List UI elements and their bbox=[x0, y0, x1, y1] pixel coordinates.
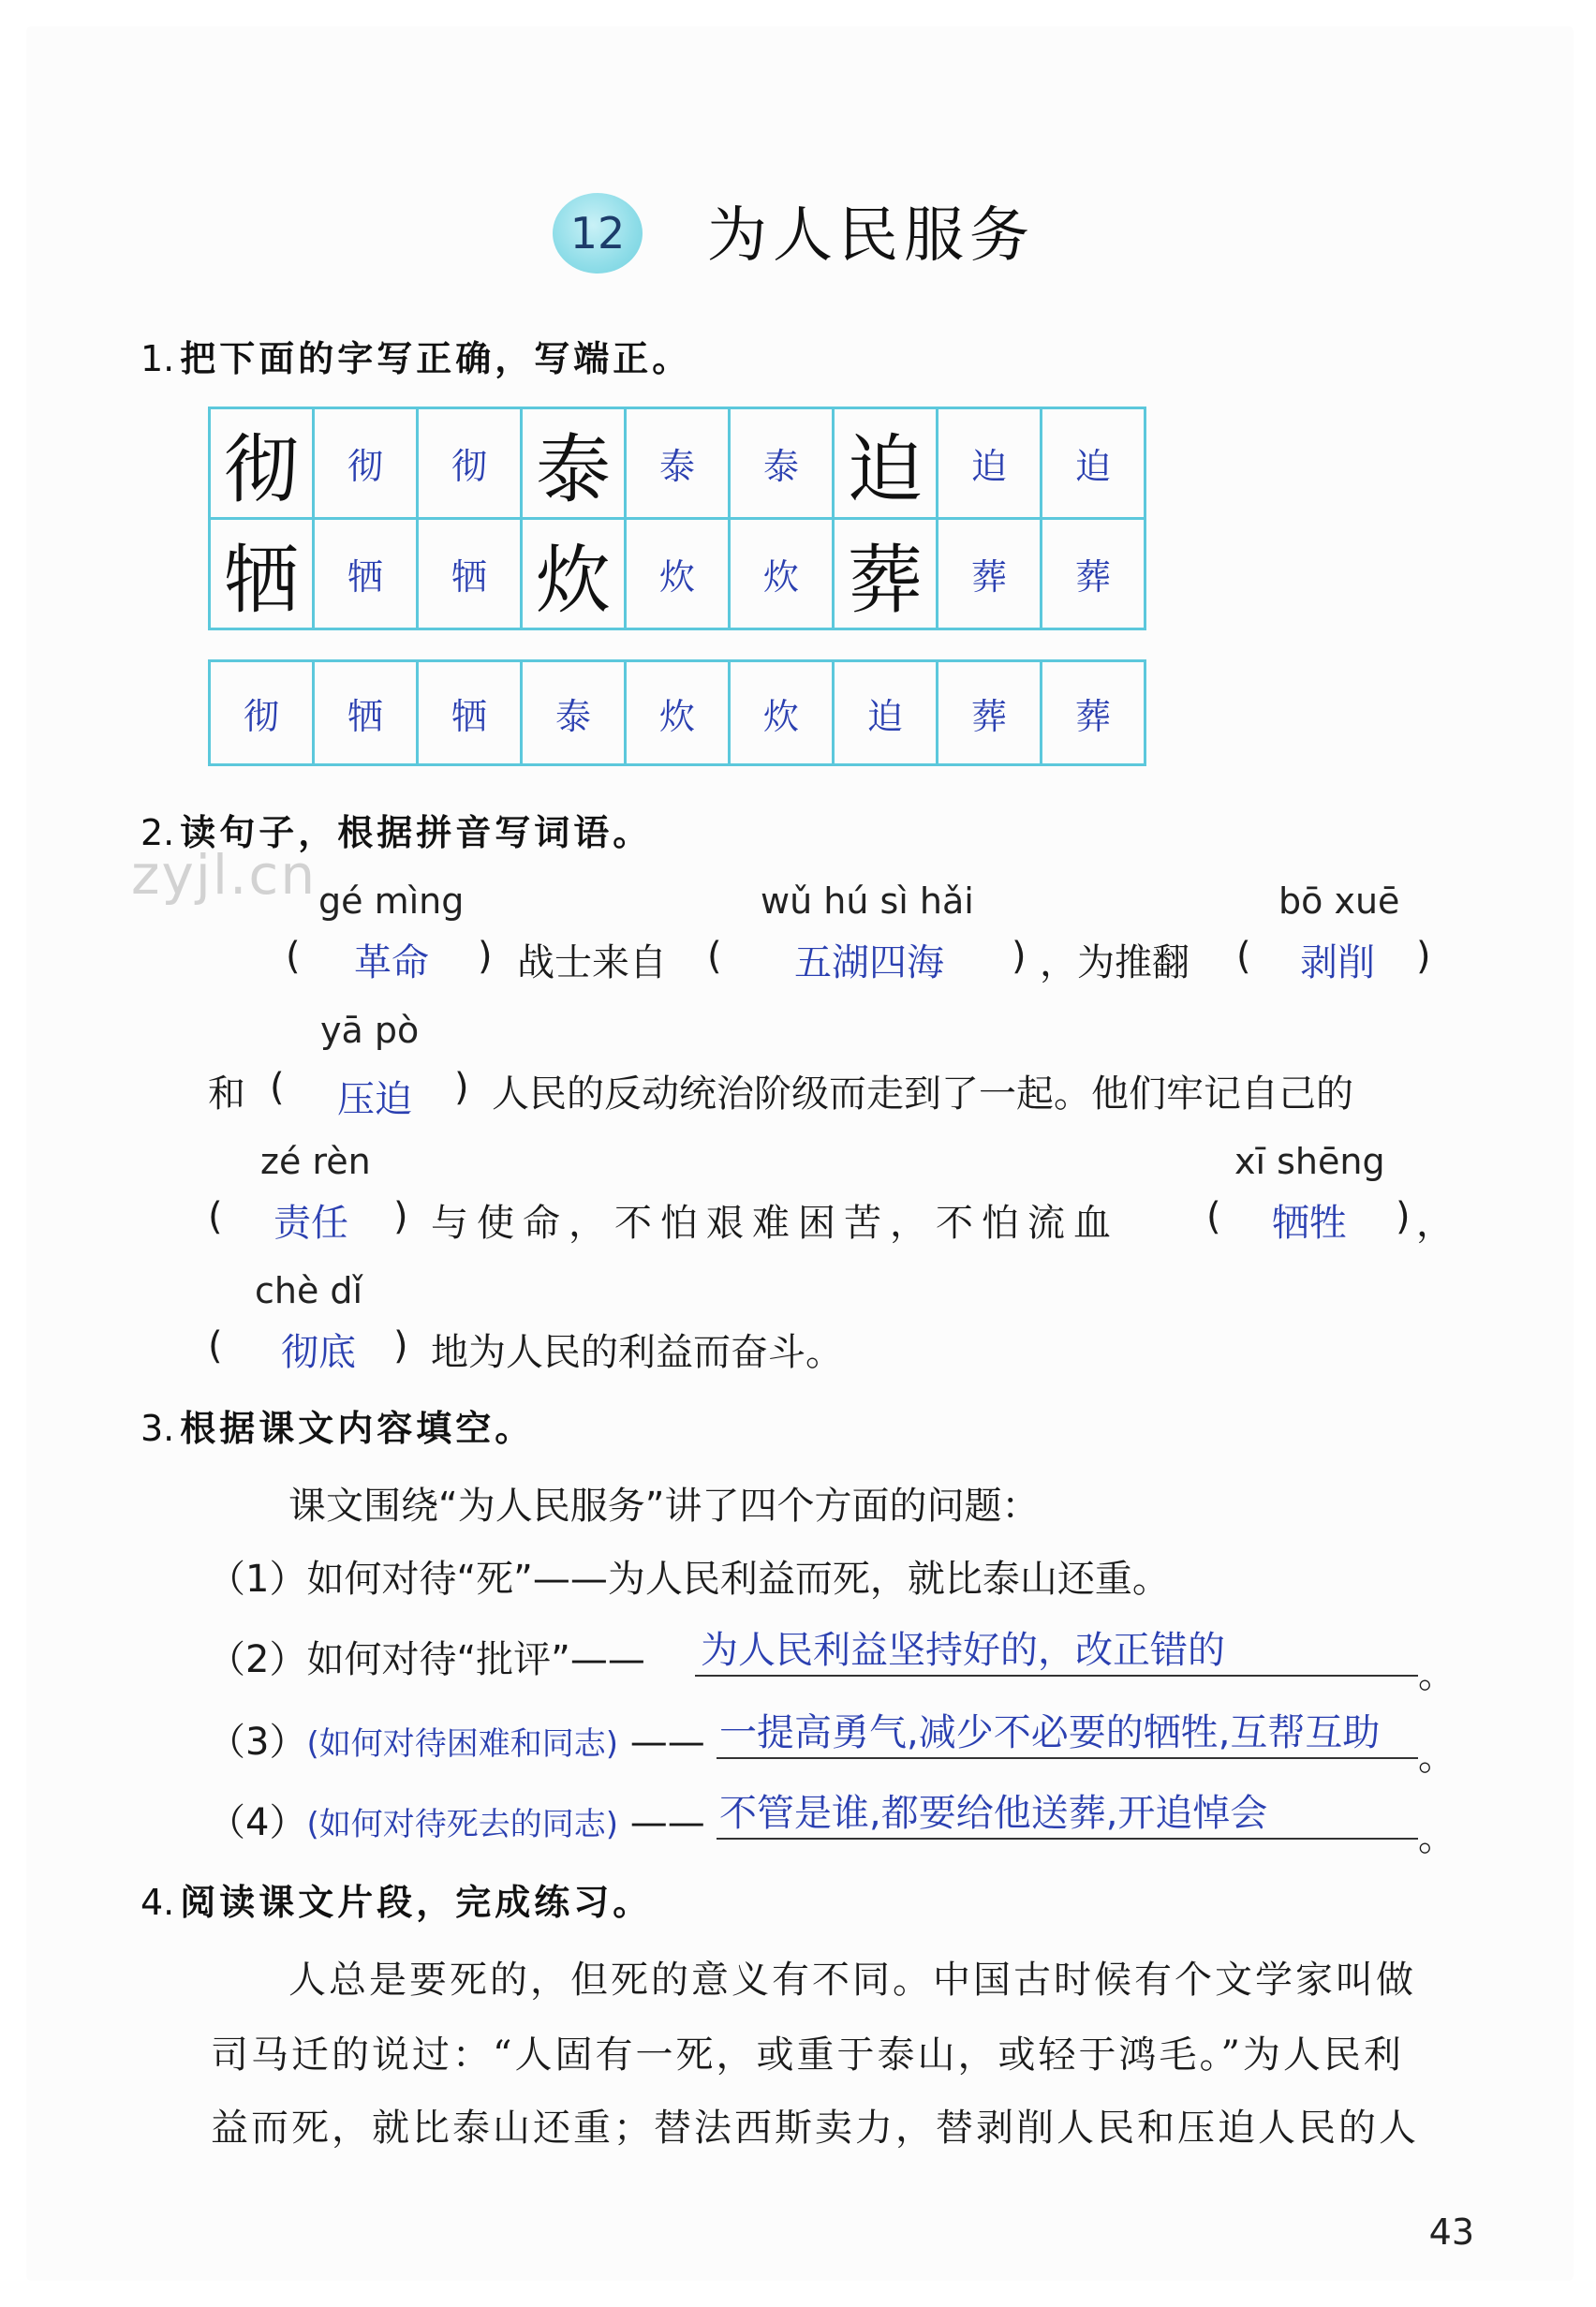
pinyin-label: wǔ hú sì hǎi bbox=[761, 880, 974, 922]
written-char: 迫 bbox=[1042, 408, 1145, 519]
written-char: 葬 bbox=[1042, 661, 1145, 765]
written-char: 炊 bbox=[626, 661, 730, 765]
grid-row-1 bbox=[210, 408, 1145, 519]
lesson-header bbox=[0, 187, 1596, 290]
paren-open: ( bbox=[707, 935, 722, 978]
q3-item-3-label bbox=[208, 1712, 705, 1766]
q1-number: 1. bbox=[140, 338, 175, 379]
written-char: 泰 bbox=[730, 408, 834, 519]
q3-number: 3. bbox=[140, 1408, 175, 1449]
q3-item-3-label-handwritten: (如何对待困难和同志) bbox=[306, 1725, 618, 1763]
sentence-text: ， bbox=[1416, 1202, 1454, 1245]
character-grid-main bbox=[208, 407, 1146, 630]
paren-open: ( bbox=[270, 1066, 285, 1109]
q3-item-4-label-handwritten: (如何对待死去的同志) bbox=[306, 1806, 618, 1843]
paren-open: ( bbox=[1236, 935, 1251, 978]
written-char: 彻 bbox=[314, 408, 418, 519]
q3-item-1: （1）如何对待“死”——为人民利益而死，就比泰山还重。 bbox=[208, 1558, 1170, 1601]
written-char: 彻 bbox=[210, 661, 314, 765]
written-char: 牺 bbox=[314, 661, 418, 765]
sentence-text: 战士来自 bbox=[517, 941, 667, 984]
paren-close: ) bbox=[454, 1066, 469, 1109]
q3-intro: 课文围绕“为人民服务”讲了四个方面的问题： bbox=[288, 1485, 1040, 1528]
lesson-title: 为人民服务 bbox=[707, 201, 1035, 271]
q3-item-4-answer: 不管是谁,都要给他送葬,开追悼会 bbox=[719, 1792, 1268, 1835]
paren-open: ( bbox=[208, 1195, 223, 1238]
pinyin-label: chè dǐ bbox=[255, 1270, 363, 1311]
written-char: 葬 bbox=[938, 661, 1042, 765]
q4-number: 4. bbox=[140, 1882, 175, 1923]
q3-heading-text: 根据课文内容填空。 bbox=[180, 1407, 535, 1449]
answer-word: 革命 bbox=[354, 941, 429, 984]
answer-underline bbox=[717, 1757, 1418, 1759]
paren-open: ( bbox=[286, 935, 301, 978]
written-char: 迫 bbox=[834, 661, 938, 765]
written-char: 迫 bbox=[938, 408, 1042, 519]
model-char: 泰 bbox=[522, 408, 626, 519]
grid-row-3 bbox=[210, 661, 1145, 765]
q2-heading-text: 读句子，根据拼音写词语。 bbox=[180, 811, 653, 853]
paren-close: ) bbox=[1012, 935, 1027, 978]
grid-row-2 bbox=[210, 519, 1145, 629]
paren-close: ) bbox=[393, 1324, 408, 1368]
answer-word: 压迫 bbox=[337, 1078, 412, 1121]
paren-close: ) bbox=[478, 935, 493, 978]
q3-item-4-num: （4） bbox=[208, 1801, 307, 1844]
paren-open: ( bbox=[1206, 1195, 1221, 1238]
character-grid-practice bbox=[208, 659, 1146, 766]
pinyin-label: bō xuē bbox=[1278, 880, 1400, 922]
period: 。 bbox=[1418, 1816, 1456, 1859]
model-char: 迫 bbox=[834, 408, 938, 519]
answer-underline bbox=[695, 1675, 1418, 1677]
answer-word: 责任 bbox=[273, 1202, 348, 1245]
q1-heading bbox=[140, 330, 691, 381]
written-char: 泰 bbox=[522, 661, 626, 765]
sentence-text: 人民的反动统治阶级而走到了一起。他们牢记自己的 bbox=[492, 1072, 1353, 1116]
written-char: 泰 bbox=[626, 408, 730, 519]
q3-item-4-dash: —— bbox=[629, 1801, 705, 1844]
page-number: 43 bbox=[1428, 2211, 1474, 2253]
q3-item-3-dash: —— bbox=[629, 1721, 705, 1764]
pinyin-label: xī shēng bbox=[1234, 1141, 1385, 1182]
sentence-text: ，为推翻 bbox=[1040, 941, 1190, 984]
model-char: 葬 bbox=[834, 519, 938, 629]
pinyin-label: yā pò bbox=[320, 1010, 420, 1051]
written-char: 彻 bbox=[418, 408, 522, 519]
answer-word: 剥削 bbox=[1300, 941, 1375, 984]
written-char: 炊 bbox=[730, 661, 834, 765]
paren-close: ) bbox=[1416, 935, 1431, 978]
written-char: 牺 bbox=[418, 519, 522, 629]
q1-heading-text: 把下面的字写正确，写端正。 bbox=[180, 337, 692, 379]
written-char: 牺 bbox=[314, 519, 418, 629]
q3-item-3-answer: 一提高勇气,减少不必要的牺牲,互帮互助 bbox=[719, 1711, 1381, 1754]
passage-line: 人总是要死的，但死的意义有不同。中国古时候有个文学家叫做 bbox=[288, 1959, 1416, 2002]
model-char: 炊 bbox=[522, 519, 626, 629]
period: 。 bbox=[1418, 1653, 1456, 1696]
passage-line: 益而死，就比泰山还重；替法西斯卖力，替剥削人民和压迫人民的人 bbox=[211, 2107, 1419, 2150]
period: 。 bbox=[1418, 1736, 1456, 1779]
paren-close: ) bbox=[393, 1195, 408, 1238]
written-char: 葬 bbox=[938, 519, 1042, 629]
model-char: 牺 bbox=[210, 519, 314, 629]
sentence-text: 地为人民的利益而奋斗。 bbox=[431, 1331, 843, 1374]
q4-heading bbox=[140, 1873, 652, 1925]
model-char: 彻 bbox=[210, 408, 314, 519]
lesson-number-badge: 12 bbox=[553, 193, 643, 274]
answer-word: 彻底 bbox=[281, 1331, 356, 1374]
paren-close: ) bbox=[1396, 1195, 1411, 1238]
watermark: zyjl.cn bbox=[131, 843, 318, 907]
answer-underline bbox=[717, 1838, 1418, 1840]
sentence-text: 与使命，不怕艰难困苦，不怕流血 bbox=[431, 1202, 1119, 1245]
q2-number: 2. bbox=[140, 812, 175, 853]
pinyin-label: zé rèn bbox=[260, 1141, 371, 1182]
answer-word: 五湖四海 bbox=[794, 941, 944, 984]
written-char: 葬 bbox=[1042, 519, 1145, 629]
q3-heading bbox=[140, 1399, 534, 1451]
written-char: 炊 bbox=[626, 519, 730, 629]
q3-item-2-answer: 为人民利益坚持好的，改正错的 bbox=[701, 1629, 1225, 1672]
pinyin-label: gé mìng bbox=[318, 880, 465, 922]
answer-word: 牺牲 bbox=[1272, 1202, 1347, 1245]
written-char: 炊 bbox=[730, 519, 834, 629]
q3-item-2-label: （2）如何对待“批评”—— bbox=[208, 1638, 645, 1681]
passage-line: 司马迁的说过：“人固有一死，或重于泰山，或轻于鸿毛。”为人民利 bbox=[211, 2033, 1404, 2077]
written-char: 牺 bbox=[418, 661, 522, 765]
sentence-text: 和 bbox=[208, 1072, 245, 1116]
q4-heading-text: 阅读课文片段，完成练习。 bbox=[180, 1881, 653, 1923]
q3-item-4-label bbox=[208, 1793, 705, 1846]
q3-item-3-num: （3） bbox=[208, 1721, 307, 1764]
paren-open: ( bbox=[208, 1324, 223, 1368]
